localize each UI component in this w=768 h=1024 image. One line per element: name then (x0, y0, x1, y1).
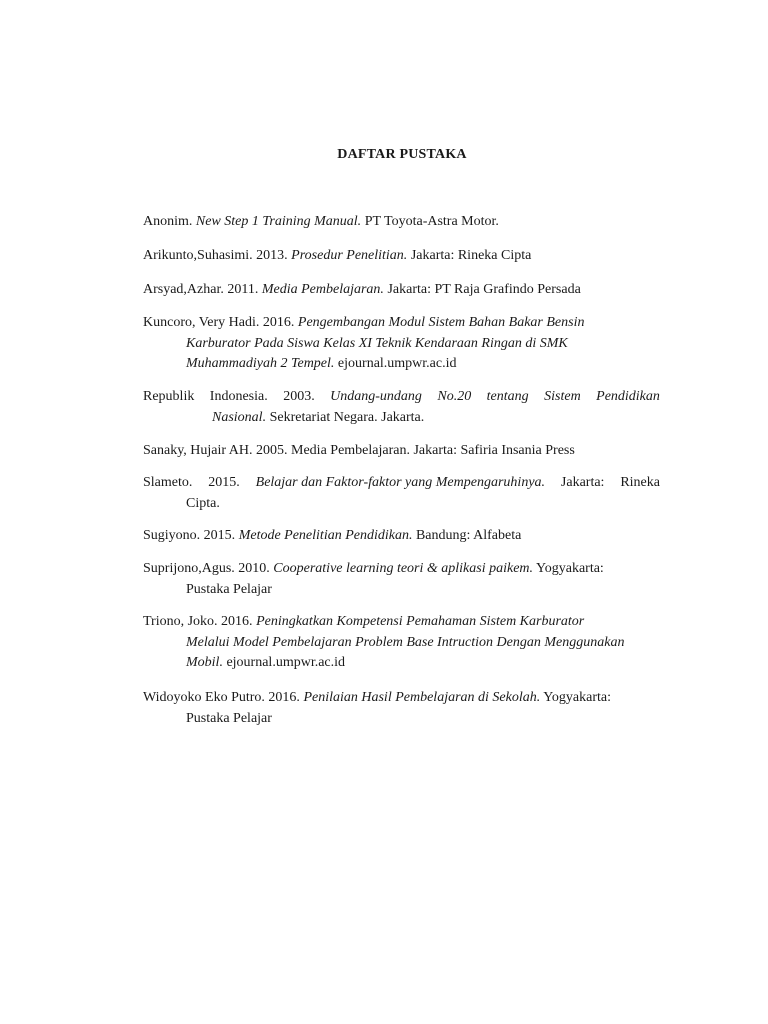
reference-line (143, 280, 660, 301)
reference-republik-indonesia (143, 387, 660, 428)
reference-anonim (143, 212, 660, 233)
reference-title: Belajar dan Faktor-faktor yang Mempengaruhinya. (255, 475, 546, 490)
reference-title: No.20 (437, 389, 472, 404)
reference-line (143, 653, 660, 674)
reference-publisher: Yogyakarta: (533, 561, 604, 576)
reference-author: Sugiyono. 2015. (143, 528, 239, 543)
reference-title-cont: Karburator Pada Siswa Kelas XI Teknik Kendaraan Ringan di SMK (186, 335, 568, 351)
reference-publisher: Sekretariat Negara. Jakarta. (266, 409, 425, 425)
reference-line (143, 212, 660, 233)
reference-publisher: Jakarta: Rineka Cipta (407, 248, 532, 263)
reference-title: Sistem (544, 389, 581, 404)
reference-author: Suprijono,Agus. 2010. (143, 561, 274, 576)
reference-title-cont: Melalui Model Pembelajaran Problem Base Intruction Dengan Menggunakan (186, 634, 625, 650)
reference-line (143, 313, 660, 334)
reference-line: Cipta. (186, 495, 220, 511)
reference-title-cont: Mobil. (186, 655, 223, 670)
reference-year: 2003. (283, 389, 315, 404)
reference-line (143, 473, 660, 494)
reference-author: Anonim. (143, 214, 196, 229)
reference-line (143, 246, 660, 267)
reference-line: Sanaky, Hujair AH. 2005. Media Pembelajaran. Jakarta: Safiria Insania Press (143, 443, 575, 458)
reference-title: Pendidikan (596, 389, 660, 404)
reference-sanaky (143, 441, 660, 462)
reference-line (143, 387, 660, 408)
reference-author: Widoyoko Eko Putro. 2016. (143, 690, 304, 705)
reference-title-cont: Muhammadiyah 2 Tempel. (186, 356, 335, 371)
reference-line (143, 354, 660, 375)
reference-triono (143, 612, 660, 674)
reference-source: ejournal.umpwr.ac.id (334, 356, 457, 371)
reference-title: Prosedur Penelitian. (291, 248, 408, 263)
reference-author: Indonesia. (209, 389, 268, 404)
reference-author: Triono, Joko. 2016. (143, 614, 257, 629)
reference-publisher: Jakarta: PT Raja Grafindo Persada (383, 282, 581, 297)
reference-author: Arsyad,Azhar. 2011. (143, 282, 262, 297)
reference-line (143, 408, 660, 429)
reference-title: Undang-undang (330, 389, 422, 404)
reference-title: Pengembangan Modul Sistem Bahan Bakar Bensin (297, 315, 585, 330)
page-title: DAFTAR PUSTAKA (337, 147, 467, 162)
reference-widoyoko (143, 688, 660, 729)
reference-title: Peningkatkan Kompetensi Pemahaman Sistem Karburator (256, 614, 585, 629)
reference-suprijono (143, 559, 660, 600)
reference-arsyad (143, 280, 660, 301)
reference-publisher: PT Toyota-Astra Motor. (361, 214, 499, 229)
reference-author: Arikunto,Suhasimi. 2013. (143, 248, 292, 263)
reference-author: Republik (143, 389, 195, 404)
reference-title-cont: Nasional. (212, 409, 267, 425)
reference-author: Kuncoro, Very Hadi. 2016. (143, 315, 298, 330)
reference-title: Media Pembelajaran. (261, 282, 384, 297)
reference-line (143, 559, 660, 580)
reference-title: New Step 1 Training Manual. (195, 214, 362, 229)
reference-title: Cooperative learning teori & aplikasi paikem. (273, 561, 534, 576)
reference-publisher: Yogyakarta: (540, 690, 612, 705)
reference-line (143, 334, 660, 355)
reference-sugiyono (143, 526, 660, 547)
reference-line (143, 526, 660, 547)
reference-title: Penilaian Hasil Pembelajaran di Sekolah. (303, 690, 541, 705)
reference-line (143, 688, 660, 709)
reference-author: Slameto. (143, 475, 193, 490)
reference-title: tentang (486, 389, 529, 404)
reference-publisher: Rineka (620, 475, 660, 490)
reference-publisher: Jakarta: (560, 475, 605, 490)
reference-line (143, 612, 660, 633)
reference-kuncoro (143, 313, 660, 375)
reference-publisher: Bandung: Alfabeta (412, 528, 522, 543)
reference-title: Metode Penelitian Pendidikan. (238, 528, 413, 543)
reference-source: ejournal.umpwr.ac.id (222, 655, 346, 670)
reference-year: 2015. (208, 475, 240, 490)
reference-line (143, 633, 660, 654)
reference-line: Pustaka Pelajar (186, 710, 272, 726)
reference-slameto (143, 473, 660, 514)
reference-arikunto (143, 246, 660, 267)
reference-line: Pustaka Pelajar (186, 581, 272, 597)
